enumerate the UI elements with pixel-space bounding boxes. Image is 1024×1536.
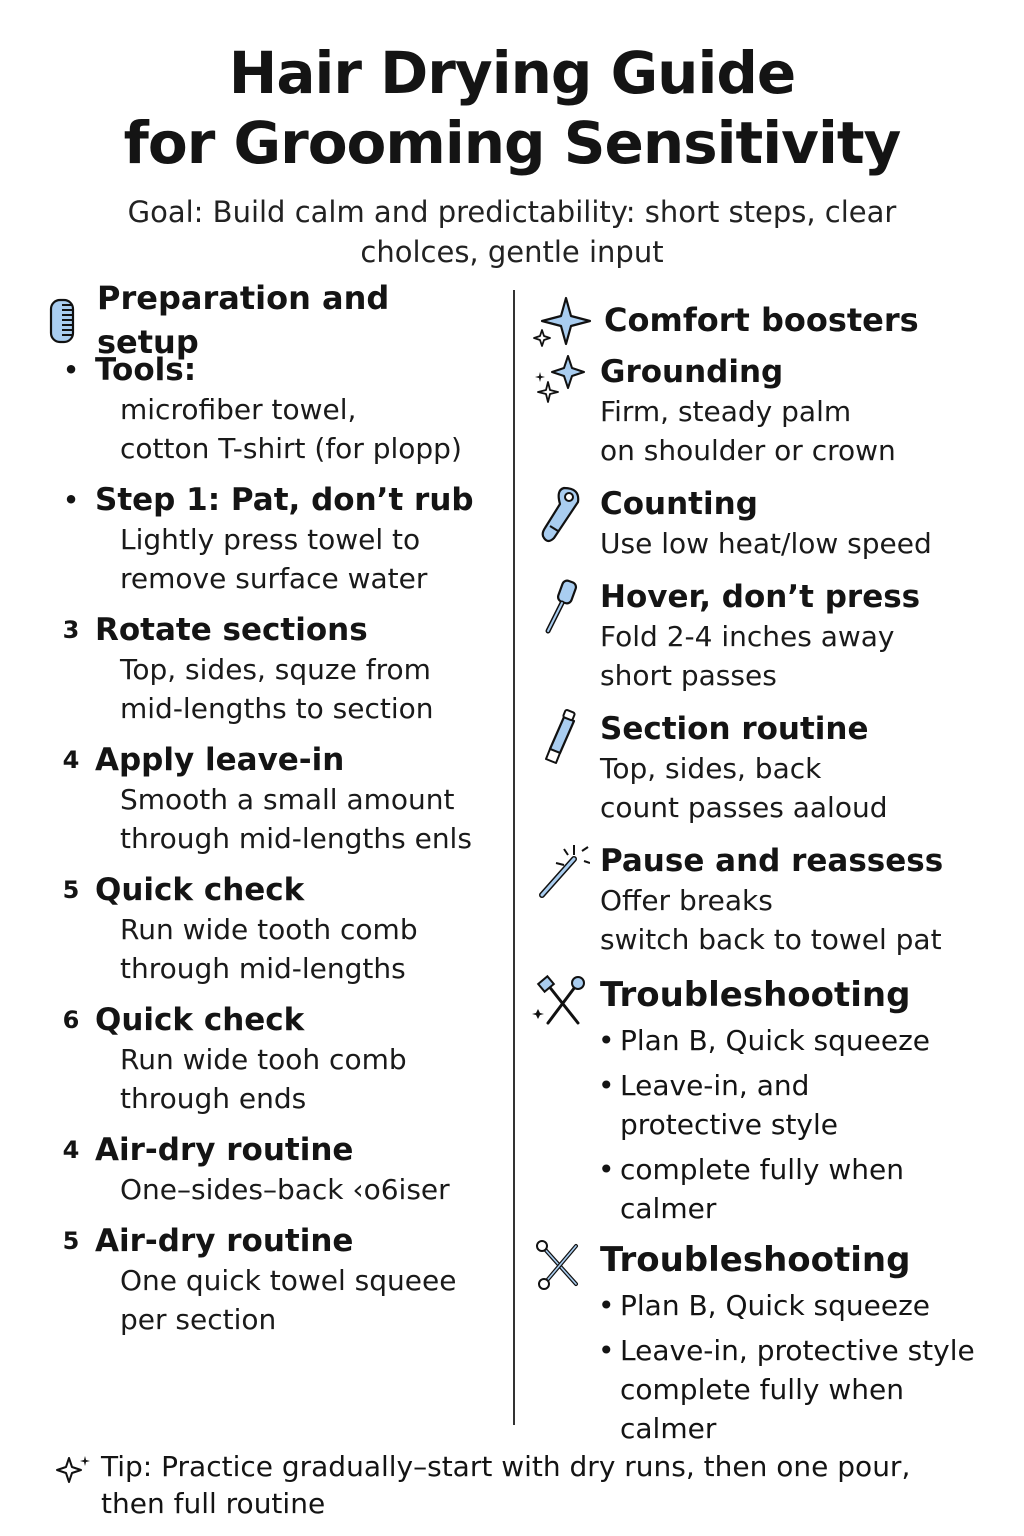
item-marker: 4 [62, 746, 80, 774]
list-item [532, 841, 992, 959]
dryer-nozzle-icon [534, 577, 590, 637]
list-item [532, 352, 992, 470]
item-text: switch back to towel pat [600, 923, 942, 956]
item-text: Top, sides, back [600, 752, 822, 785]
item-text: Use low heat/low speed [600, 527, 932, 560]
list-item [532, 709, 992, 827]
item-text: One–sides–back ‹o6iser [120, 1173, 450, 1206]
item-heading: Section routine [600, 711, 869, 747]
item-heading: Apply leave-in [95, 742, 345, 778]
item-text: Firm, steady palm [600, 395, 852, 428]
item-text: microfiber towel, [120, 393, 357, 426]
item-text: calmer [620, 1192, 717, 1225]
item-text: through mid-lengths enls [120, 822, 472, 855]
list-item [45, 1221, 500, 1339]
section-title: Preparation and setup [97, 279, 390, 361]
item-text: Top, sides, squze from [120, 653, 431, 686]
list-item [620, 1331, 992, 1448]
item-heading: Grounding [600, 354, 784, 390]
tools-icon [532, 973, 588, 1033]
item-heading: Step 1: Pat, don’t rub [95, 482, 474, 518]
section-title: Comfort boosters [604, 301, 919, 339]
list-item [45, 610, 500, 728]
list-item [45, 480, 500, 598]
comb-icon [45, 296, 89, 344]
troubleshooting-section [532, 1238, 992, 1448]
item-text: cotton T-shirt (for plopp) [120, 432, 462, 465]
magic-wand-icon [534, 841, 590, 901]
item-heading: Rotate sections [95, 612, 368, 648]
item-text: Leave-in, and [620, 1069, 810, 1102]
list-item [620, 1066, 992, 1144]
sparkle-icon [55, 1452, 95, 1488]
item-text: count passes aaloud [600, 791, 888, 824]
item-marker: 5 [62, 876, 80, 904]
page-title [0, 38, 1024, 178]
list-item [532, 577, 992, 695]
item-text: Fold 2-4 inches away [600, 620, 895, 653]
list-item [620, 1286, 992, 1325]
item-heading: Pause and reassess [600, 843, 944, 879]
item-heading: Counting [600, 486, 758, 522]
section-title: Troubleshooting [600, 1240, 911, 1280]
item-text: protective style [620, 1108, 838, 1141]
item-text: Offer breaks [600, 884, 773, 917]
preparation-column [45, 279, 500, 1339]
item-text: Lightly press towel to [120, 523, 421, 556]
item-heading: Hover, don’t press [600, 579, 921, 615]
section-title: Troubleshooting [600, 975, 911, 1015]
tip-footer [55, 1448, 985, 1522]
troubleshooting-section [532, 973, 992, 1228]
item-text: Run wide tooh comb [120, 1043, 407, 1076]
preparation-heading [45, 279, 500, 361]
bullet-list [532, 1286, 992, 1448]
item-text: through mid-lengths [120, 952, 406, 985]
item-text: on shoulder or crown [600, 434, 896, 467]
spray-bottle-icon [534, 709, 590, 769]
item-marker: 3 [62, 616, 80, 644]
item-heading: Air-dry routine [95, 1132, 354, 1168]
sparkles-icon [534, 352, 590, 412]
item-text: calmer [620, 1412, 717, 1445]
list-item [45, 350, 500, 468]
item-marker: 4 [62, 1136, 80, 1164]
item-marker: • [63, 486, 79, 514]
item-text: through ends [120, 1082, 307, 1115]
list-item [532, 484, 992, 563]
bullet-list [532, 1021, 992, 1228]
comfort-column [532, 296, 992, 1454]
item-text: One quick towel squeee [120, 1264, 457, 1297]
tip-text: Tip: Practice gradually–start with dry runs, then one pour, [101, 1450, 911, 1483]
item-text: per section [120, 1303, 277, 1336]
list-item [45, 740, 500, 858]
item-text: Plan B, Quick squeeze [620, 1024, 931, 1057]
goal-text: Goal: Build calm and predictability: short steps, clear cholces, gentle input [127, 195, 897, 269]
item-text: Plan B, Quick squeeze [620, 1289, 931, 1322]
comfort-heading [532, 296, 992, 344]
item-text: Run wide tooth comb [120, 913, 418, 946]
item-marker: • [63, 356, 79, 384]
tip-text: then full routine [101, 1487, 326, 1520]
item-text: complete fully when [620, 1373, 904, 1406]
item-marker: 5 [62, 1227, 80, 1255]
list-item [45, 1130, 500, 1209]
item-text: mid-lengths to section [120, 692, 434, 725]
title-line: for Grooming Sensitivity [123, 109, 901, 177]
item-heading: Tools: [95, 352, 197, 388]
item-heading: Quick check [95, 1002, 305, 1038]
item-text: remove surface water [120, 562, 428, 595]
item-heading: Air-dry routine [95, 1223, 354, 1259]
item-text: Leave-in, protective style [620, 1334, 975, 1367]
item-text: Smooth a small amount [120, 783, 455, 816]
title-line: Hair Drying Guide [228, 39, 796, 107]
list-item [45, 1000, 500, 1118]
hair-dryer-icon [534, 484, 590, 544]
column-divider [513, 290, 515, 1425]
wrench-screwdriver-icon [532, 1238, 588, 1298]
item-heading: Quick check [95, 872, 305, 908]
item-text: complete fully when [620, 1153, 904, 1186]
list-item [620, 1021, 992, 1060]
item-text: short passes [600, 659, 777, 692]
list-item [45, 870, 500, 988]
list-item [620, 1150, 992, 1228]
sparkle-icon [532, 296, 596, 344]
item-marker: 6 [62, 1006, 80, 1034]
